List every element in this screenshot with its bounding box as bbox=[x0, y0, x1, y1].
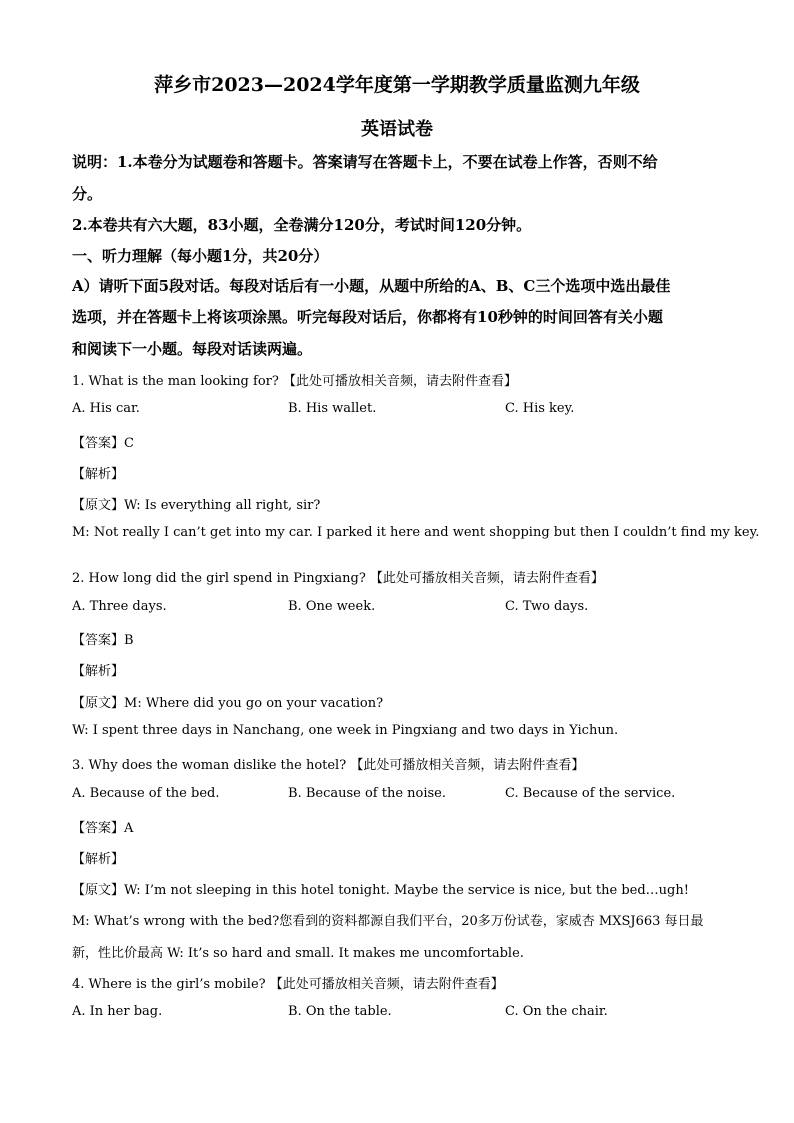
answer-label: 【答案】 bbox=[72, 821, 125, 836]
answer-value: C bbox=[124, 436, 134, 451]
q3-original bbox=[72, 879, 689, 898]
question-2: 2. How long did the girl spend in Pingxiang? 【此处可播放相关音频，请去附件查看】 bbox=[72, 571, 604, 586]
q3-option-c: C. Because of the service. bbox=[505, 786, 676, 801]
q1-original bbox=[72, 494, 320, 513]
question-1: 1. What is the man looking for? 【此处可播放相关音频，请去附件查看】 bbox=[72, 374, 517, 389]
q2-original bbox=[72, 692, 383, 711]
answer-value: B bbox=[124, 633, 134, 648]
transcript-line: W: Is everything all right, sir? bbox=[124, 498, 321, 513]
section-a-instructions-3: 和阅读下一小题。每段对话读两遍。 bbox=[72, 340, 313, 358]
section-a-instructions-2: 选项，并在答题卡上将该项涂黑。听完每段对话后，你都将有10秒钟的时间回答有关小题 bbox=[72, 308, 663, 326]
q1-option-c: C. His key. bbox=[505, 401, 575, 416]
q1-option-a: A. His car. bbox=[72, 401, 140, 416]
q3-option-a: A. Because of the bed. bbox=[72, 786, 220, 801]
q1-analysis-label: 【解析】 bbox=[72, 467, 125, 482]
q3-transcript-3: 新，性比价最高 W: It’s so hard and small. It makes me uncomfortable. bbox=[72, 946, 524, 961]
original-label: 【原文】 bbox=[72, 498, 125, 513]
answer-label: 【答案】 bbox=[72, 436, 125, 451]
q4-option-c: C. On the chair. bbox=[505, 1004, 608, 1019]
original-label: 【原文】 bbox=[72, 696, 125, 711]
question-3: 3. Why does the woman dislike the hotel? 【此处可播放相关音频，请去附件查看】 bbox=[72, 758, 585, 773]
q2-option-c: C. Two days. bbox=[505, 599, 589, 614]
section-heading: 一、听力理解（每小题1分，共20分） bbox=[72, 247, 329, 265]
q2-transcript-2: W: I spent three days in Nanchang, one week in Pingxiang and two days in Yichun. bbox=[72, 723, 619, 738]
q2-option-b: B. One week. bbox=[288, 599, 376, 614]
instructions-line-2: 分。 bbox=[72, 185, 103, 203]
q1-transcript-2: M: Not really I can’t get into my car. I parked it here and went shopping but then I couldn’t find my key. bbox=[72, 525, 760, 540]
answer-value: A bbox=[124, 821, 134, 836]
q2-option-a: A. Three days. bbox=[72, 599, 167, 614]
q1-option-b: B. His wallet. bbox=[288, 401, 377, 416]
q3-analysis-label: 【解析】 bbox=[72, 852, 125, 867]
q2-answer bbox=[72, 629, 134, 648]
transcript-line: M: Where did you go on your vacation? bbox=[124, 696, 384, 711]
instructions-line-3: 2.本卷共有六大题，83小题，全卷满分120分，考试时间120分钟。 bbox=[72, 216, 532, 234]
q4-option-b: B. On the table. bbox=[288, 1004, 392, 1019]
page-subtitle: 英语试卷 bbox=[361, 119, 433, 140]
original-label: 【原文】 bbox=[72, 883, 125, 898]
answer-label: 【答案】 bbox=[72, 633, 125, 648]
instructions-line-1: 说明：1.本卷分为试题卷和答题卡。答案请写在答题卡上，不要在试卷上作答，否则不给 bbox=[72, 153, 658, 171]
page-title: 萍乡市2023—2024学年度第一学期教学质量监测九年级 bbox=[154, 74, 640, 96]
section-a-instructions-1: A）请听下面5段对话。每段对话后有一小题，从题中所给的A、B、C三个选项中选出最佳 bbox=[72, 277, 671, 295]
q1-answer bbox=[72, 432, 134, 451]
transcript-line: W: I’m not sleeping in this hotel tonight. Maybe the service is nice, but the bed…ugh! bbox=[124, 883, 689, 898]
q3-transcript-2: M: What’s wrong with the bed?您看到的资料都源自我们平台，20多万份试卷，家威杏 MXSJ663 每日最 bbox=[72, 914, 704, 929]
q4-option-a: A. In her bag. bbox=[72, 1004, 163, 1019]
q2-analysis-label: 【解析】 bbox=[72, 664, 125, 679]
question-4: 4. Where is the girl’s mobile? 【此处可播放相关音频，请去附件查看】 bbox=[72, 977, 504, 992]
q3-option-b: B. Because of the noise. bbox=[288, 786, 447, 801]
q3-answer bbox=[72, 817, 133, 836]
